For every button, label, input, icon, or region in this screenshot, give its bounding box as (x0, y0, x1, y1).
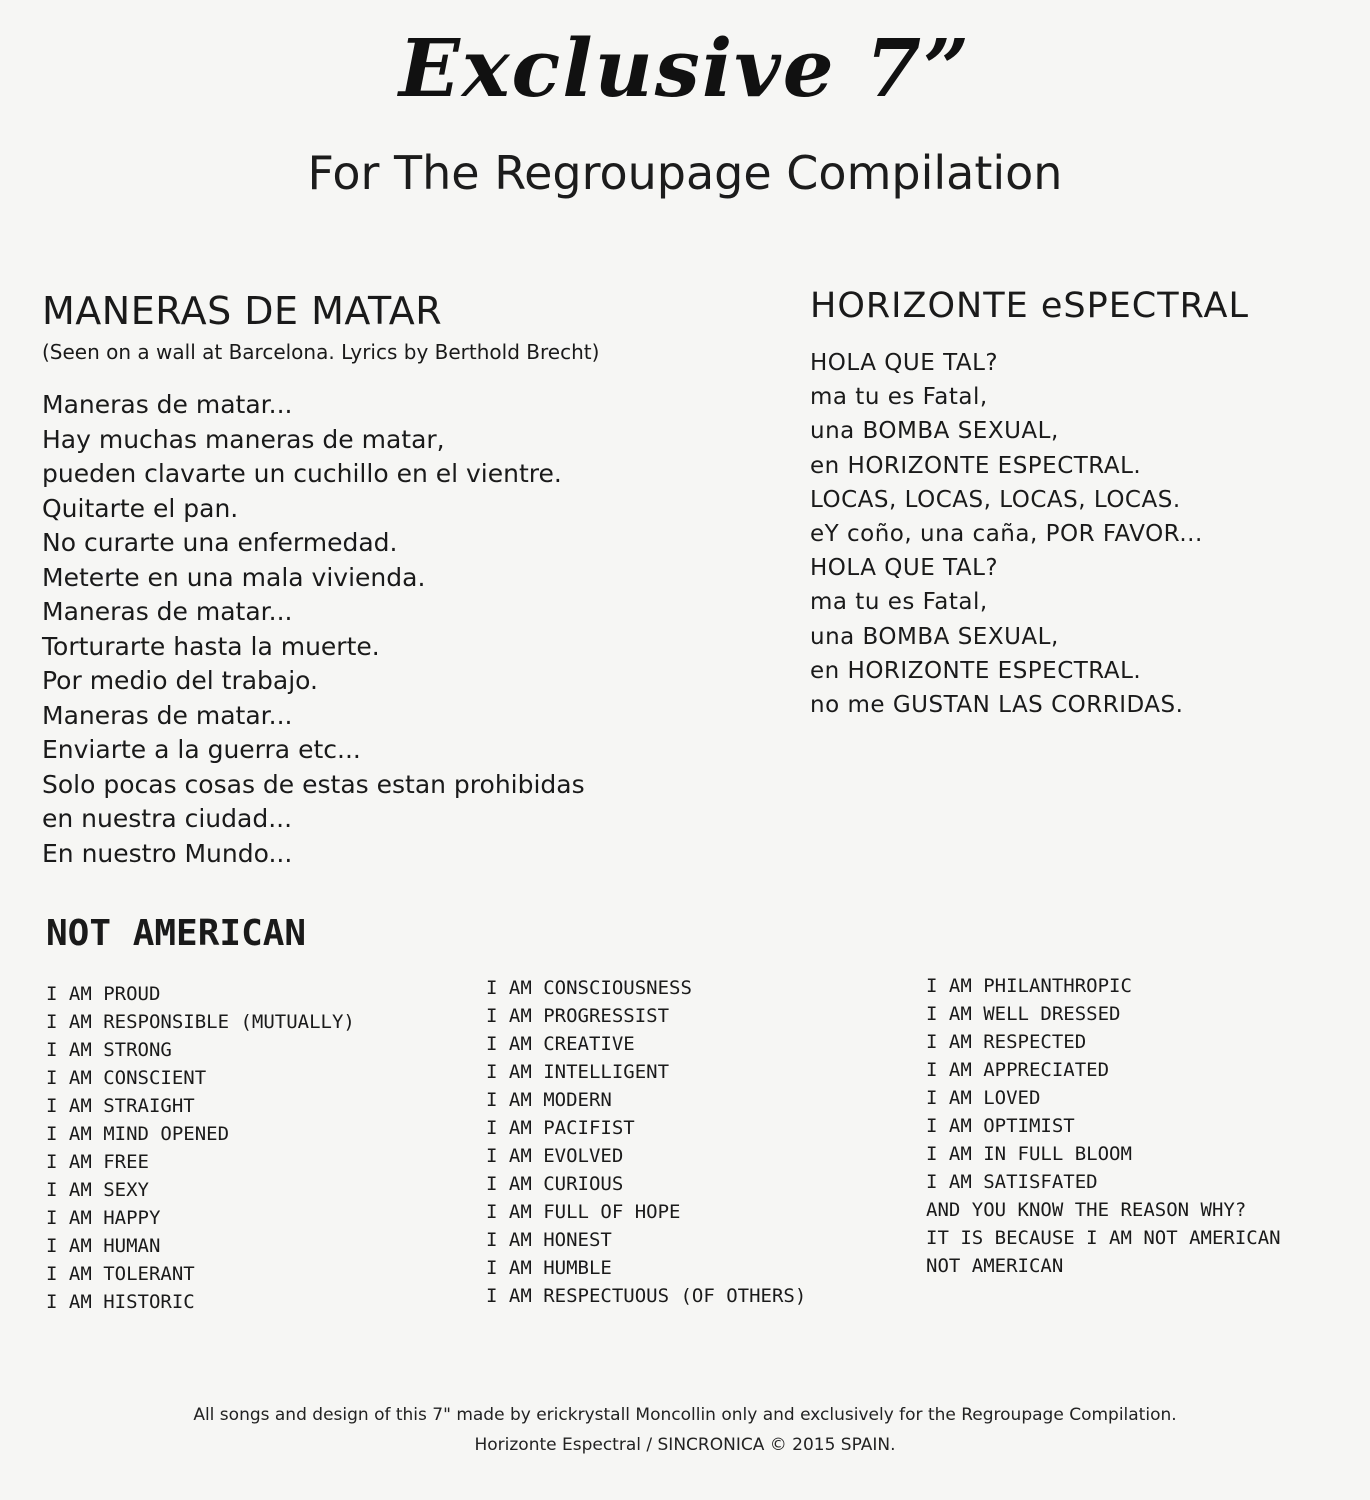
credits-line: All songs and design of this 7" made by erickrystall Moncollin only and exclusively for the Regroupage Compilation. (193, 1405, 1177, 1425)
lyric-line: I AM FREE (46, 1151, 149, 1173)
lyric-line: I AM PHILANTHROPIC (926, 975, 1132, 997)
lyric-line: Maneras de matar... (42, 700, 293, 730)
lyric-line: I AM HAPPY (46, 1207, 161, 1229)
lyric-line: I AM RESPECTED (926, 1031, 1087, 1053)
lyric-line: ma tu es Fatal, (810, 384, 988, 411)
lyric-line: una BOMBA SEXUAL, (810, 623, 1059, 650)
lyric-line: I AM STRAIGHT (46, 1095, 195, 1117)
song-lyrics (810, 346, 1350, 722)
song-title: HORIZONTE eSPECTRAL (810, 286, 1249, 326)
lyric-line: I AM INTELLIGENT (486, 1061, 670, 1083)
song-note: (Seen on a wall at Barcelona. Lyrics by Berthold Brecht) (42, 340, 600, 364)
lyrics-column-2 (486, 974, 806, 1310)
lyric-line: Maneras de matar... (42, 597, 293, 626)
lyric-line: I AM HISTORIC (46, 1291, 195, 1313)
lyric-line: pueden clavarte un cuchillo en el vientre. (42, 459, 562, 488)
lyric-line: Quitarte el pan. (42, 493, 239, 523)
lyric-line: I AM IN FULL BLOOM (926, 1143, 1132, 1165)
lyric-line: Torturarte hasta la muerte. (42, 631, 380, 661)
lyric-line: en nuestra ciudad... (42, 804, 293, 833)
lyric-line: I AM SEXY (46, 1179, 149, 1201)
lyric-line: LOCAS, LOCAS, LOCAS, LOCAS. (810, 486, 1181, 513)
lyric-line: I AM FULL OF HOPE (486, 1201, 681, 1223)
lyric-line: I AM RESPECTUOUS (OF OTHERS) (486, 1285, 807, 1307)
song-title: NOT AMERICAN (46, 913, 307, 954)
lyric-line: I AM OPTIMIST (926, 1115, 1075, 1137)
copyright-line: Horizonte Espectral / SINCRONICA © 2015 SPAIN. (474, 1435, 896, 1455)
page-subtitle: For The Regroupage Compilation (307, 146, 1063, 200)
lyric-line: I AM CURIOUS (486, 1173, 624, 1195)
lyric-line: una BOMBA SEXUAL, (810, 418, 1059, 445)
lyric-line: En nuestro Mundo... (42, 838, 293, 868)
lyric-line: I AM RESPONSIBLE (MUTUALLY) (46, 1011, 355, 1033)
lyric-line: I AM CONSCIOUSNESS (486, 977, 692, 999)
lyric-line: I AM PROGRESSIST (486, 1005, 670, 1027)
credits-footer (0, 1400, 1370, 1460)
lyric-line: Hay muchas maneras de matar, (42, 424, 445, 454)
lyric-line: Solo pocas cosas de estas estan prohibidas (42, 769, 585, 799)
lyric-line: Por medio del trabajo. (42, 666, 318, 695)
lyric-line: AND YOU KNOW THE REASON WHY? (926, 1199, 1247, 1221)
lyric-line: I AM APPRECIATED (926, 1059, 1110, 1081)
lyric-line: Enviarte a la guerra etc... (42, 735, 361, 764)
song-lyrics (42, 388, 762, 871)
lyric-line: I AM TOLERANT (46, 1263, 195, 1285)
lyric-line: I AM CONSCIENT (46, 1067, 207, 1089)
lyric-line: I AM PROUD (46, 983, 161, 1005)
lyric-line: I AM HONEST (486, 1229, 612, 1251)
lyric-line: I AM LOVED (926, 1087, 1041, 1109)
song-horizonte-espectral (810, 284, 1350, 722)
lyric-line: en HORIZONTE ESPECTRAL. (810, 657, 1142, 684)
lyric-line: I AM MODERN (486, 1089, 612, 1111)
lyric-line: Meterte en una mala vivienda. (42, 562, 426, 592)
song-title: MANERAS DE MATAR (42, 289, 443, 333)
lyric-line: IT IS BECAUSE I AM NOT AMERICAN (926, 1227, 1281, 1249)
lyric-line: HOLA QUE TAL? (810, 350, 999, 376)
page-title: Exclusive 7” (398, 21, 972, 115)
lyrics-column-3 (926, 972, 1281, 1280)
lyrics-column-1 (46, 980, 355, 1316)
lyric-line: eY coño, una caña, POR FAVOR... (810, 521, 1203, 548)
lyric-line: en HORIZONTE ESPECTRAL. (810, 452, 1142, 479)
lyric-line: HOLA QUE TAL? (810, 555, 999, 582)
lyric-line: No curarte una enfermedad. (42, 528, 398, 557)
lyric-line: I AM EVOLVED (486, 1145, 624, 1167)
lyric-line: I AM HUMBLE (486, 1257, 612, 1279)
lyric-line: I AM WELL DRESSED (926, 1003, 1121, 1025)
lyric-line: I AM STRONG (46, 1039, 172, 1061)
lyric-line: I AM MIND OPENED (46, 1123, 230, 1145)
lyric-line: ma tu es Fatal, (810, 589, 988, 616)
lyric-line: NOT AMERICAN (926, 1255, 1064, 1277)
lyric-line: no me GUSTAN LAS CORRIDAS. (810, 692, 1184, 719)
lyric-line: I AM PACIFIST (486, 1117, 635, 1139)
lyric-line: I AM HUMAN (46, 1235, 161, 1257)
lyric-line: I AM CREATIVE (486, 1033, 635, 1055)
song-not-american (46, 912, 1346, 1313)
lyric-line: I AM SATISFATED (926, 1171, 1098, 1193)
song-maneras-de-matar (42, 288, 762, 871)
lyric-line: Maneras de matar... (42, 390, 293, 419)
